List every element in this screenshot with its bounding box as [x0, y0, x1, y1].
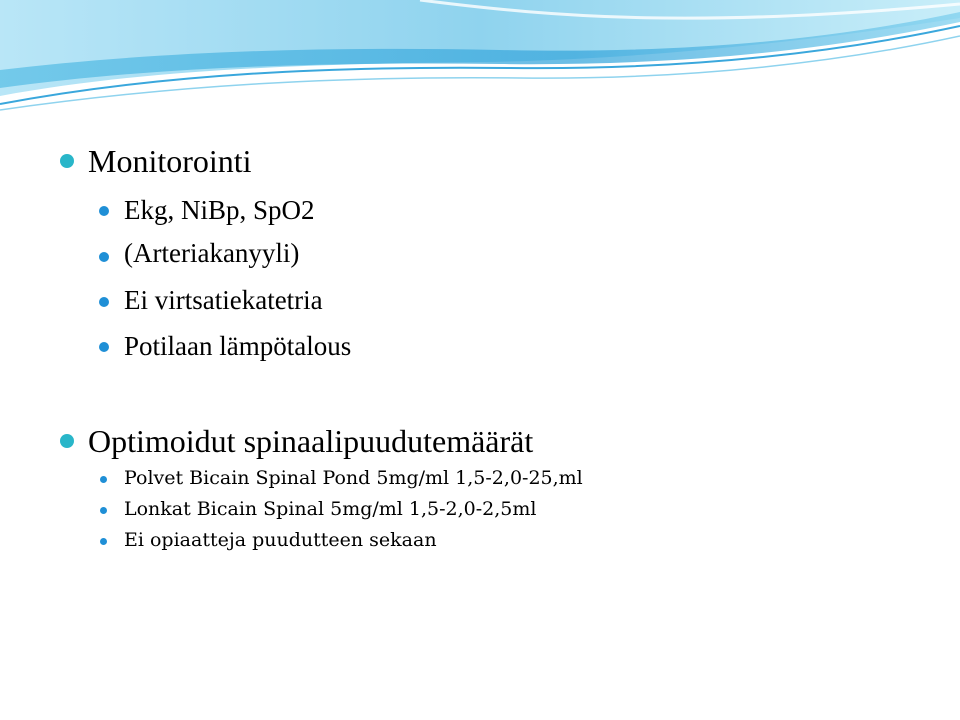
bullet-icon — [100, 507, 107, 514]
bullet-icon — [99, 206, 109, 216]
list-item: (Arteriakanyyli) — [124, 238, 300, 268]
heading-monitoring: Monitorointi — [88, 143, 252, 179]
list-item: Ei virtsatiekatetria — [124, 285, 323, 315]
bullet-icon — [99, 252, 109, 262]
list-item: Potilaan lämpötalous — [124, 331, 352, 361]
bullet-icon — [100, 538, 107, 545]
heading-spinal-doses: Optimoidut spinaalipuudutemäärät — [88, 423, 534, 459]
list-item: Ei opiaatteja puudutteen sekaan — [124, 529, 437, 551]
bullet-icon — [100, 476, 107, 483]
bullet-icon — [99, 297, 109, 307]
bullet-icon — [60, 154, 74, 168]
bullet-icon — [99, 342, 109, 352]
list-item: Lonkat Bicain Spinal 5mg/ml 1,5-2,0-2,5ml — [124, 498, 537, 520]
bullet-icon — [60, 434, 74, 448]
list-item: Polvet Bicain Spinal Pond 5mg/ml 1,5-2,0-25,ml — [124, 467, 583, 489]
list-item: Ekg, NiBp, SpO2 — [124, 195, 315, 225]
